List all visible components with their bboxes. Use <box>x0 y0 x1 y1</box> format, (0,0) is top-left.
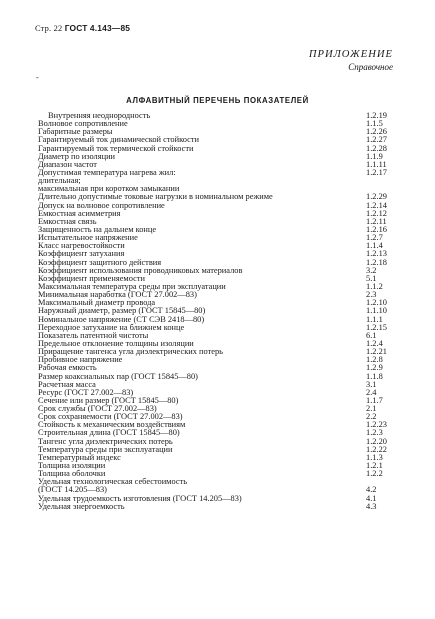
item-number: 1.2.7 <box>366 233 383 243</box>
item-text: Длительно допустимые токовые нагрузки в номинальном режиме <box>38 192 273 202</box>
item-number: 1.2.17 <box>366 167 387 177</box>
item-text: Температура среды при эксплуатации <box>38 444 173 454</box>
item-text: Испытательное напряжение <box>38 233 138 243</box>
item-text: Переходное затухание на ближнем конце <box>38 322 185 332</box>
item-text: Срок сохраняемости (ГОСТ 27.002—83) <box>38 412 183 422</box>
item-text: Габаритные размеры <box>38 127 113 137</box>
item-text: Коэффициент использования проводниковых материалов <box>38 265 243 275</box>
item-text: Толщина оболочки <box>38 469 106 479</box>
gost-label: ГОСТ <box>64 23 88 33</box>
item-number: 1.2.14 <box>366 200 387 210</box>
item-number: 3.2 <box>366 265 377 275</box>
item-number: 1.1.5 <box>366 119 383 129</box>
item-number: 1.1.2 <box>366 281 383 291</box>
item-text: Пробивное напряжение <box>38 355 123 365</box>
item-text: Волновое сопротивление <box>38 119 128 129</box>
item-text: Коэффициент затухания <box>38 249 125 259</box>
item-text: Гарантируемый ток динамической стойкости <box>38 135 199 145</box>
item-text: Наружный диаметр, размер (ГОСТ 15845—80) <box>38 306 206 316</box>
item-number: 2.4 <box>366 387 377 397</box>
item-number: 2.1 <box>366 404 377 414</box>
item-text: Ресурс (ГОСТ 27.002—83) <box>38 387 134 397</box>
item-number: 1.1.1 <box>366 314 383 324</box>
item-text: Внутренняя неоднородность <box>48 111 151 120</box>
item-text: Номинальное напряжение (СТ СЭВ 2418—80) <box>38 314 205 324</box>
item-text: Минимальная наработка (ГОСТ 27.002—83) <box>38 290 197 300</box>
item-number: 1.2.3 <box>366 428 383 438</box>
item-number: 1.2.26 <box>366 127 387 137</box>
item-number: 1.2.10 <box>366 298 387 308</box>
item-number: 1.2.19 <box>366 111 387 120</box>
item-number: 4.3 <box>366 501 377 511</box>
item-text: длительная; <box>38 176 81 186</box>
item-number: 1.1.7 <box>366 395 383 405</box>
item-number: 5.1 <box>366 273 377 283</box>
item-number: 1.2.28 <box>366 143 387 153</box>
item-text: максимальная при коротком замыкании <box>38 184 180 194</box>
item-text: Максимальный диаметр провода <box>38 298 156 308</box>
item-text: Максимальная температура среды при эксплуатации <box>38 281 226 291</box>
index-list <box>38 112 393 511</box>
item-number: 1.2.8 <box>366 355 383 365</box>
item-number: 1.2.21 <box>366 347 387 357</box>
item-text: Удельная трудоемкость изготовления (ГОСТ 14.205—83) <box>38 493 242 503</box>
item-number: 2.3 <box>366 290 377 300</box>
item-text: Коэффициент применяемости <box>38 273 145 283</box>
item-number: 1.1.11 <box>366 159 387 169</box>
item-number: 1.1.9 <box>366 151 383 161</box>
item-number: 1.2.22 <box>366 444 387 454</box>
appendix-sublabel: Справочное <box>348 62 393 72</box>
item-text: Допустимая температура нагрева жил: <box>38 167 176 177</box>
item-number: 1.1.8 <box>366 371 383 381</box>
item-text: Защищенность на дальнем конце <box>38 224 157 234</box>
item-number: 1.2.1 <box>366 461 383 471</box>
item-text: Срок службы (ГОСТ 27.002—83) <box>38 404 157 414</box>
page-title: АЛФАВИТНЫЙ ПЕРЕЧЕНЬ ПОКАЗАТЕЛЕЙ <box>126 96 309 105</box>
item-number: 3.1 <box>366 379 377 389</box>
item-text: Гарантируемый ток термической стойкости <box>38 143 194 153</box>
item-number: 1.2.23 <box>366 420 387 430</box>
item-number: 1.2.11 <box>366 216 387 226</box>
item-number: 1.1.3 <box>366 452 383 462</box>
item-text: Удельная энергоемкость <box>38 501 125 511</box>
item-text: Приращение тангенса угла диэлектрических потерь <box>38 347 223 357</box>
item-text: Коэффициент защитного действия <box>38 257 162 267</box>
item-text: Показатель патентной чистоты <box>38 330 149 340</box>
item-number: 1.2.12 <box>366 208 387 218</box>
item-text: Предельное отклонение толщины изоляции <box>38 338 194 348</box>
item-text: Толщина изоляции <box>38 461 106 471</box>
item-number: 4.2 <box>366 485 377 495</box>
item-text: Емкостная асимметрия <box>38 208 121 218</box>
item-number: 1.2.29 <box>366 192 387 202</box>
item-number: 1.2.13 <box>366 249 387 259</box>
appendix-label: ПРИЛОЖЕНИЕ <box>308 49 393 60</box>
item-text: Тангенс угла диэлектрических потерь <box>38 436 173 446</box>
item-number: 2.2 <box>366 412 377 422</box>
item-text: Строительная длина (ГОСТ 15845—80) <box>38 428 180 438</box>
item-text: Допуск на волновое сопротивление <box>38 200 165 210</box>
item-number: 1.2.2 <box>366 469 383 479</box>
item-number: 1.2.18 <box>366 257 387 267</box>
item-text: Удельная технологическая себестоимость <box>38 477 188 487</box>
page-number: Стр. 22 <box>35 24 63 33</box>
item-text: Стойкость к механическим воздействиям <box>38 420 186 430</box>
item-number: 1.2.16 <box>366 224 387 234</box>
item-text: Рабочая емкость <box>38 363 97 373</box>
item-text: Размер коаксиальных пар (ГОСТ 15845—80) <box>38 371 198 381</box>
gost-number: 4.143—85 <box>89 23 131 33</box>
item-text: Диапазон частот <box>38 159 97 169</box>
item-number: 6.1 <box>366 330 377 340</box>
item-text: Температурный индекс <box>38 452 121 462</box>
item-number: 1.2.27 <box>366 135 387 145</box>
item-text: Класс нагревостойкости <box>38 241 125 251</box>
item-text: Емкостная связь <box>38 216 97 226</box>
item-number: 1.1.4 <box>366 241 383 251</box>
item-number: 1.1.10 <box>366 306 387 316</box>
item-number: 1.2.9 <box>366 363 383 373</box>
item-text: Расчетная масса <box>38 379 96 389</box>
margin-dash: - <box>36 73 39 82</box>
item-number: 1.2.20 <box>366 436 387 446</box>
item-number: 1.2.4 <box>366 338 383 348</box>
item-text: Сечение или размер (ГОСТ 15845—80) <box>38 395 179 405</box>
item-text: Диаметр по изоляции <box>38 151 116 161</box>
item-number: 1.2.15 <box>366 322 387 332</box>
list-item <box>38 169 393 177</box>
list-item <box>38 503 393 511</box>
item-text: (ГОСТ 14.205—83) <box>38 485 107 495</box>
page-header <box>35 23 130 33</box>
item-number: 4.1 <box>366 493 377 503</box>
